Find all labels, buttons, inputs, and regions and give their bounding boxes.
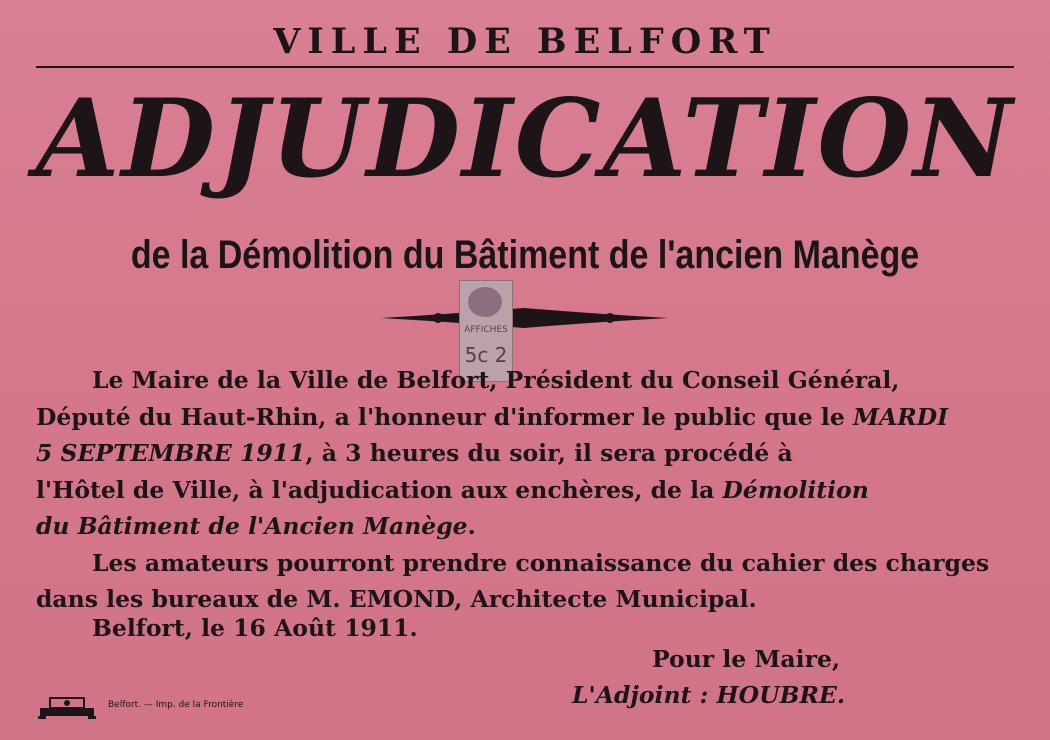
highlight-demolition: Démolition [722,475,869,504]
poster-title: ADJUDICATION [35,76,1015,202]
body-line: dans les bureaux de M. EMOND, Architecte Municipal. [36,585,757,613]
stamp-word: AFFICHES [464,325,508,335]
body-line: 5 SEPTEMBRE 1911, à 3 heures du soir, il sera procédé à [36,439,793,467]
highlight-date: 5 SEPTEMBRE 1911 [36,439,306,467]
announcement-body [36,362,1016,618]
date-line: Belfort, le 16 Août 1911. [92,614,418,642]
body-line: Député du Haut-Rhin, a l'honneur d'informer le public que le MARDI [36,402,949,431]
signature-line-2: L'Adjoint : HOUBRE. [572,681,846,709]
highlight-day: MARDI [852,402,949,431]
body-line: du Bâtiment de l'Ancien Manège. [36,512,476,540]
city-header: VILLE DE BELFORT [273,21,777,62]
poster-subtitle: de la Démolition du Bâtiment de l'ancien Manège [130,233,920,277]
body-line: Les amateurs pourront prendre connaissance du cahier des charges [92,548,990,577]
stamp-value: 5c 2 [464,343,508,367]
printer-imprint: Belfort. — Imp. de la Frontière [108,700,244,710]
header-rule [36,66,1014,68]
signature-line-1: Pour le Maire, [652,645,841,673]
body-line: Le Maire de la Ville de Belfort, Président du Conseil Général, [92,366,900,394]
body-line: l'Hôtel de Ville, à l'adjudication aux enchères, de la Démolition [36,475,869,504]
stamp-portrait-icon [468,287,502,317]
ornament-divider [376,300,672,336]
highlight-building: du Bâtiment de l'Ancien Manège [36,512,468,540]
printer-press-icon [36,694,98,720]
